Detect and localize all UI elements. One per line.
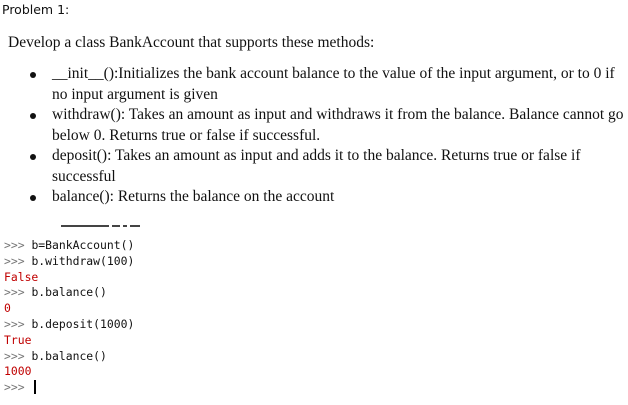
method-withdraw: [30, 105, 628, 146]
shell-line: [4, 349, 134, 365]
shell-line: [4, 333, 134, 349]
method-balance-text: balance(): Returns the balance on the account: [52, 188, 335, 205]
method-list: [30, 64, 628, 208]
problem-label: Problem 1:: [2, 2, 70, 17]
shell-prompt: >>>: [4, 316, 32, 331]
shell-line: [4, 238, 134, 254]
bullet-icon: [30, 72, 36, 78]
shell-input-line[interactable]: [4, 380, 134, 396]
clipped-text-fragment: [61, 225, 181, 228]
shell-prompt: >>>: [4, 285, 32, 300]
shell-line: [4, 301, 134, 317]
bullet-icon: [30, 154, 36, 160]
shell-prompt: >>>: [4, 238, 32, 252]
shell-output: True: [4, 332, 32, 347]
shell-prompt: >>>: [4, 380, 32, 395]
shell-line: [4, 285, 134, 301]
shell-output: 1000: [4, 364, 32, 379]
shell-output: 0: [4, 301, 11, 316]
intro-text: Develop a class BankAccount that supports these methods:: [8, 34, 375, 51]
python-shell[interactable]: [4, 238, 134, 396]
shell-command: b.withdraw(100): [31, 253, 135, 268]
shell-command: b.deposit(1000): [31, 316, 135, 331]
shell-command: b.balance(): [31, 285, 107, 300]
shell-output: False: [4, 269, 39, 284]
method-balance: [30, 187, 628, 208]
method-deposit-text: deposit(): Takes an amount as input and adds it to the balance. Returns true or false if successful: [52, 147, 581, 185]
text-cursor: [34, 380, 36, 394]
shell-command: b=BankAccount(): [31, 238, 135, 252]
method-deposit: [30, 146, 628, 187]
shell-line: [4, 364, 134, 380]
shell-line: [4, 254, 134, 270]
shell-prompt: >>>: [4, 348, 32, 363]
shell-prompt: >>>: [4, 253, 32, 268]
shell-line: [4, 270, 134, 286]
shell-command: b.balance(): [31, 348, 107, 363]
method-init: [30, 64, 628, 105]
method-withdraw-text: withdraw(): Takes an amount as input and withdraws it from the balance. Balance cannot go below 0. Returns true or false if successful.: [52, 106, 624, 144]
bullet-icon: [30, 195, 36, 201]
bullet-icon: [30, 113, 36, 119]
method-init-text: __init__():Initializes the bank account balance to the value of the input argument, or to 0 if no input argument is given: [52, 65, 615, 103]
shell-line: [4, 317, 134, 333]
